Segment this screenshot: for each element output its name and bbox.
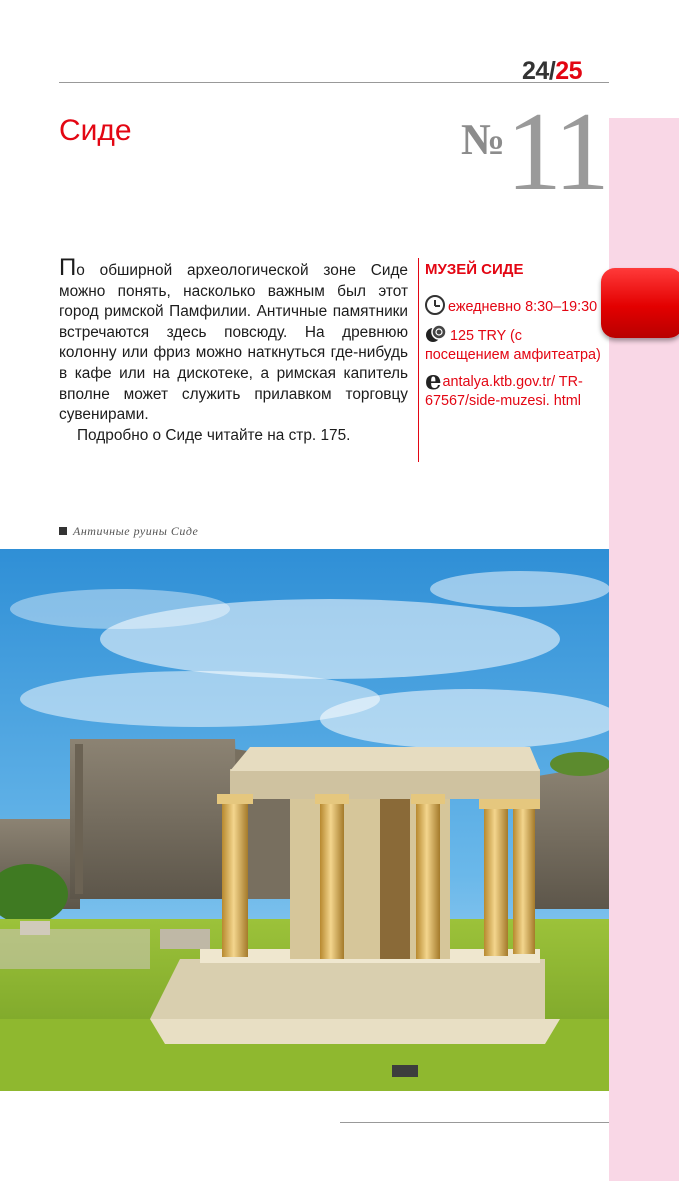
coins-icon	[425, 324, 447, 344]
bottom-divider	[340, 1122, 609, 1123]
price-row	[425, 324, 605, 366]
caption-text: Античные руины Сиде	[73, 524, 199, 538]
drop-cap: П	[59, 254, 77, 281]
number-sign: №	[461, 115, 506, 164]
caption-bullet	[59, 527, 67, 535]
info-divider	[418, 258, 419, 462]
website-link[interactable]: antalya.ktb.gov.tr/ TR-67567/side-muzesi. html	[425, 373, 583, 409]
ruins-illustration	[0, 549, 609, 1091]
web-icon: e	[425, 365, 442, 396]
chapter-tab[interactable]	[601, 268, 679, 338]
page-title: Сиде	[59, 114, 132, 147]
price-text: 125 TRY (с посещением амфитеатра)	[425, 327, 601, 363]
hours-text: ежедневно 8:30–19:30	[448, 299, 598, 315]
website-row[interactable]	[425, 365, 605, 412]
photo-caption	[59, 524, 198, 539]
total-pages: 25	[555, 57, 583, 85]
article-body	[59, 254, 408, 446]
paragraph-1	[59, 254, 408, 426]
current-page: 24	[522, 57, 549, 85]
paragraph-2: Подробно о Сиде читайте на стр. 175.	[77, 426, 351, 444]
ruins-photo	[0, 549, 609, 1091]
hours-row	[425, 295, 605, 318]
museum-heading: МУЗЕЙ СИДЕ	[425, 261, 524, 278]
page-separator: /	[548, 57, 556, 85]
museum-info	[425, 261, 605, 418]
paragraph-1-text: о обширной археологической зоне Сиде можно понять, насколько важным был этот город римской Памфилии. Античные памятники встречаются здесь повсюду. На древнюю колонну или фриз можно наткнуться где-нибудь в кафе или на дискотеке, а римская капитель вполне может служить прилавком торговцу сувенирами.	[59, 262, 408, 424]
entry-number: 11	[506, 90, 606, 214]
clock-icon	[425, 295, 445, 315]
page-counter	[522, 57, 582, 86]
